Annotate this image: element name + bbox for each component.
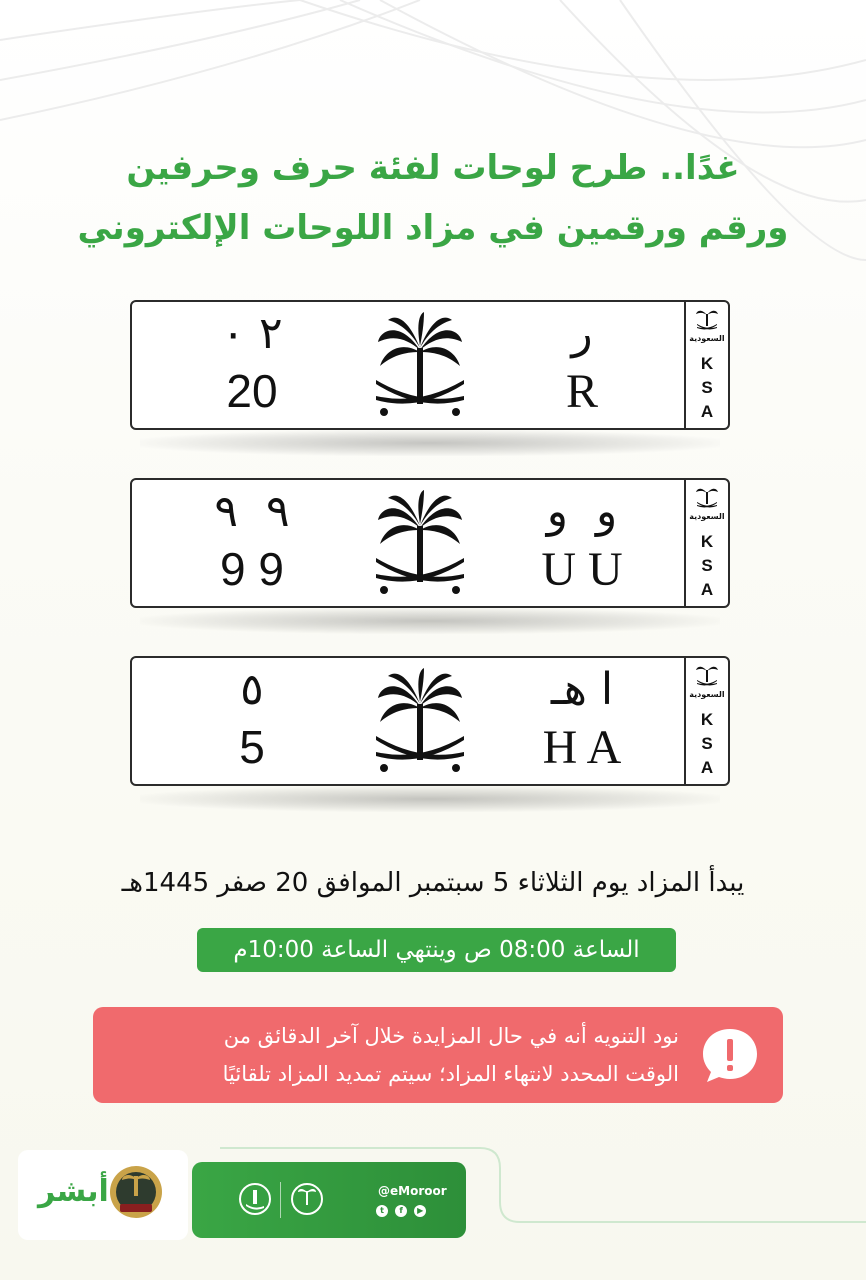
ksa-panel: [686, 658, 728, 784]
plate-body: [130, 300, 730, 430]
social-icons: [376, 1202, 428, 1221]
ksa-letter-a: A: [700, 758, 714, 777]
palm-swords-emblem-icon: [370, 666, 470, 776]
plate-numbers-arabic: ٩ ٩: [214, 486, 290, 537]
headline-line-1: غدًا.. طرح لوحات لفئة حرف وحرفين: [126, 148, 740, 188]
notice-line-2: الوقت المحدد لانتهاء المزاد؛ سيتم تمديد المزاد تلقائيًا: [222, 1062, 679, 1086]
plate-body: [130, 478, 730, 608]
auction-time-pill: الساعة 08:00 ص وينتهي الساعة 10:00م: [197, 928, 676, 972]
small-palm-emblem-icon: [695, 306, 719, 332]
ksa-letter-s: S: [701, 378, 713, 397]
exclamation-speech-bubble-icon: [699, 1025, 761, 1085]
plate-letters-latin: R: [565, 365, 598, 418]
ksa-letter-k: K: [700, 710, 714, 729]
palm-swords-emblem-icon: [370, 310, 470, 420]
plate-letters-arabic: و و: [546, 486, 618, 537]
social-handle[interactable]: @eMoroor: [378, 1184, 447, 1198]
headline-line-2: ورقم ورقمين في مزاد اللوحات الإلكتروني: [77, 208, 789, 248]
youtube-icon[interactable]: ▶: [414, 1205, 426, 1217]
social-bar: [192, 1162, 466, 1238]
traffic-police-badge-icon: [108, 1162, 164, 1224]
license-plate-3: [130, 656, 730, 786]
emblem-logo-icon: [290, 1182, 324, 1216]
moi-logo-icon: [238, 1182, 272, 1216]
ksa-letter-k: K: [700, 532, 714, 551]
palm-swords-emblem-icon: [370, 488, 470, 598]
footer-logos: [18, 1150, 188, 1240]
ksa-word: السعودية: [689, 512, 725, 521]
ksa-letter-a: A: [700, 402, 714, 421]
plate-numbers-latin: 20: [226, 365, 278, 417]
twitter-icon[interactable]: t: [376, 1205, 388, 1217]
plate-letters-arabic: ر: [571, 308, 593, 359]
notice-line-1: نود التنويه أنه في حال المزايدة خلال آخر الدقائق من: [223, 1024, 679, 1048]
small-palm-emblem-icon: [695, 484, 719, 510]
notice-text: [99, 1017, 679, 1093]
facebook-icon[interactable]: f: [395, 1205, 407, 1217]
ksa-letter-s: S: [701, 556, 713, 575]
plate-letters-latin: U U: [541, 543, 623, 596]
license-plate-1: [130, 300, 730, 430]
license-plate-2: [130, 478, 730, 608]
plate-shadow: [140, 430, 720, 456]
ksa-letter-k: K: [700, 354, 714, 373]
auction-start-text: يبدأ المزاد يوم الثلاثاء 5 سبتمبر الموافق 20 صفر 1445هـ: [121, 868, 745, 898]
ksa-panel: [686, 302, 728, 428]
plate-numbers-latin: 5: [239, 721, 265, 773]
plate-numbers-latin: 9 9: [220, 543, 284, 595]
absher-logo: أبشر: [38, 1174, 109, 1209]
ksa-word: السعودية: [689, 334, 725, 343]
footer-separator: [280, 1182, 281, 1218]
ksa-word: السعودية: [689, 690, 725, 699]
plate-shadow: [140, 608, 720, 634]
plate-letters-latin: H A: [542, 721, 622, 774]
plate-numbers-arabic: ٥: [240, 664, 264, 715]
small-palm-emblem-icon: [695, 662, 719, 688]
plate-numbers-arabic: ٢ ٠: [221, 308, 283, 359]
ksa-panel: [686, 480, 728, 606]
plate-body: [130, 656, 730, 786]
plate-shadow: [140, 786, 720, 812]
notice-banner: [93, 1007, 783, 1103]
plate-letters-arabic: ا هـ: [550, 664, 614, 715]
ksa-letter-a: A: [700, 580, 714, 599]
ksa-letter-s: S: [701, 734, 713, 753]
